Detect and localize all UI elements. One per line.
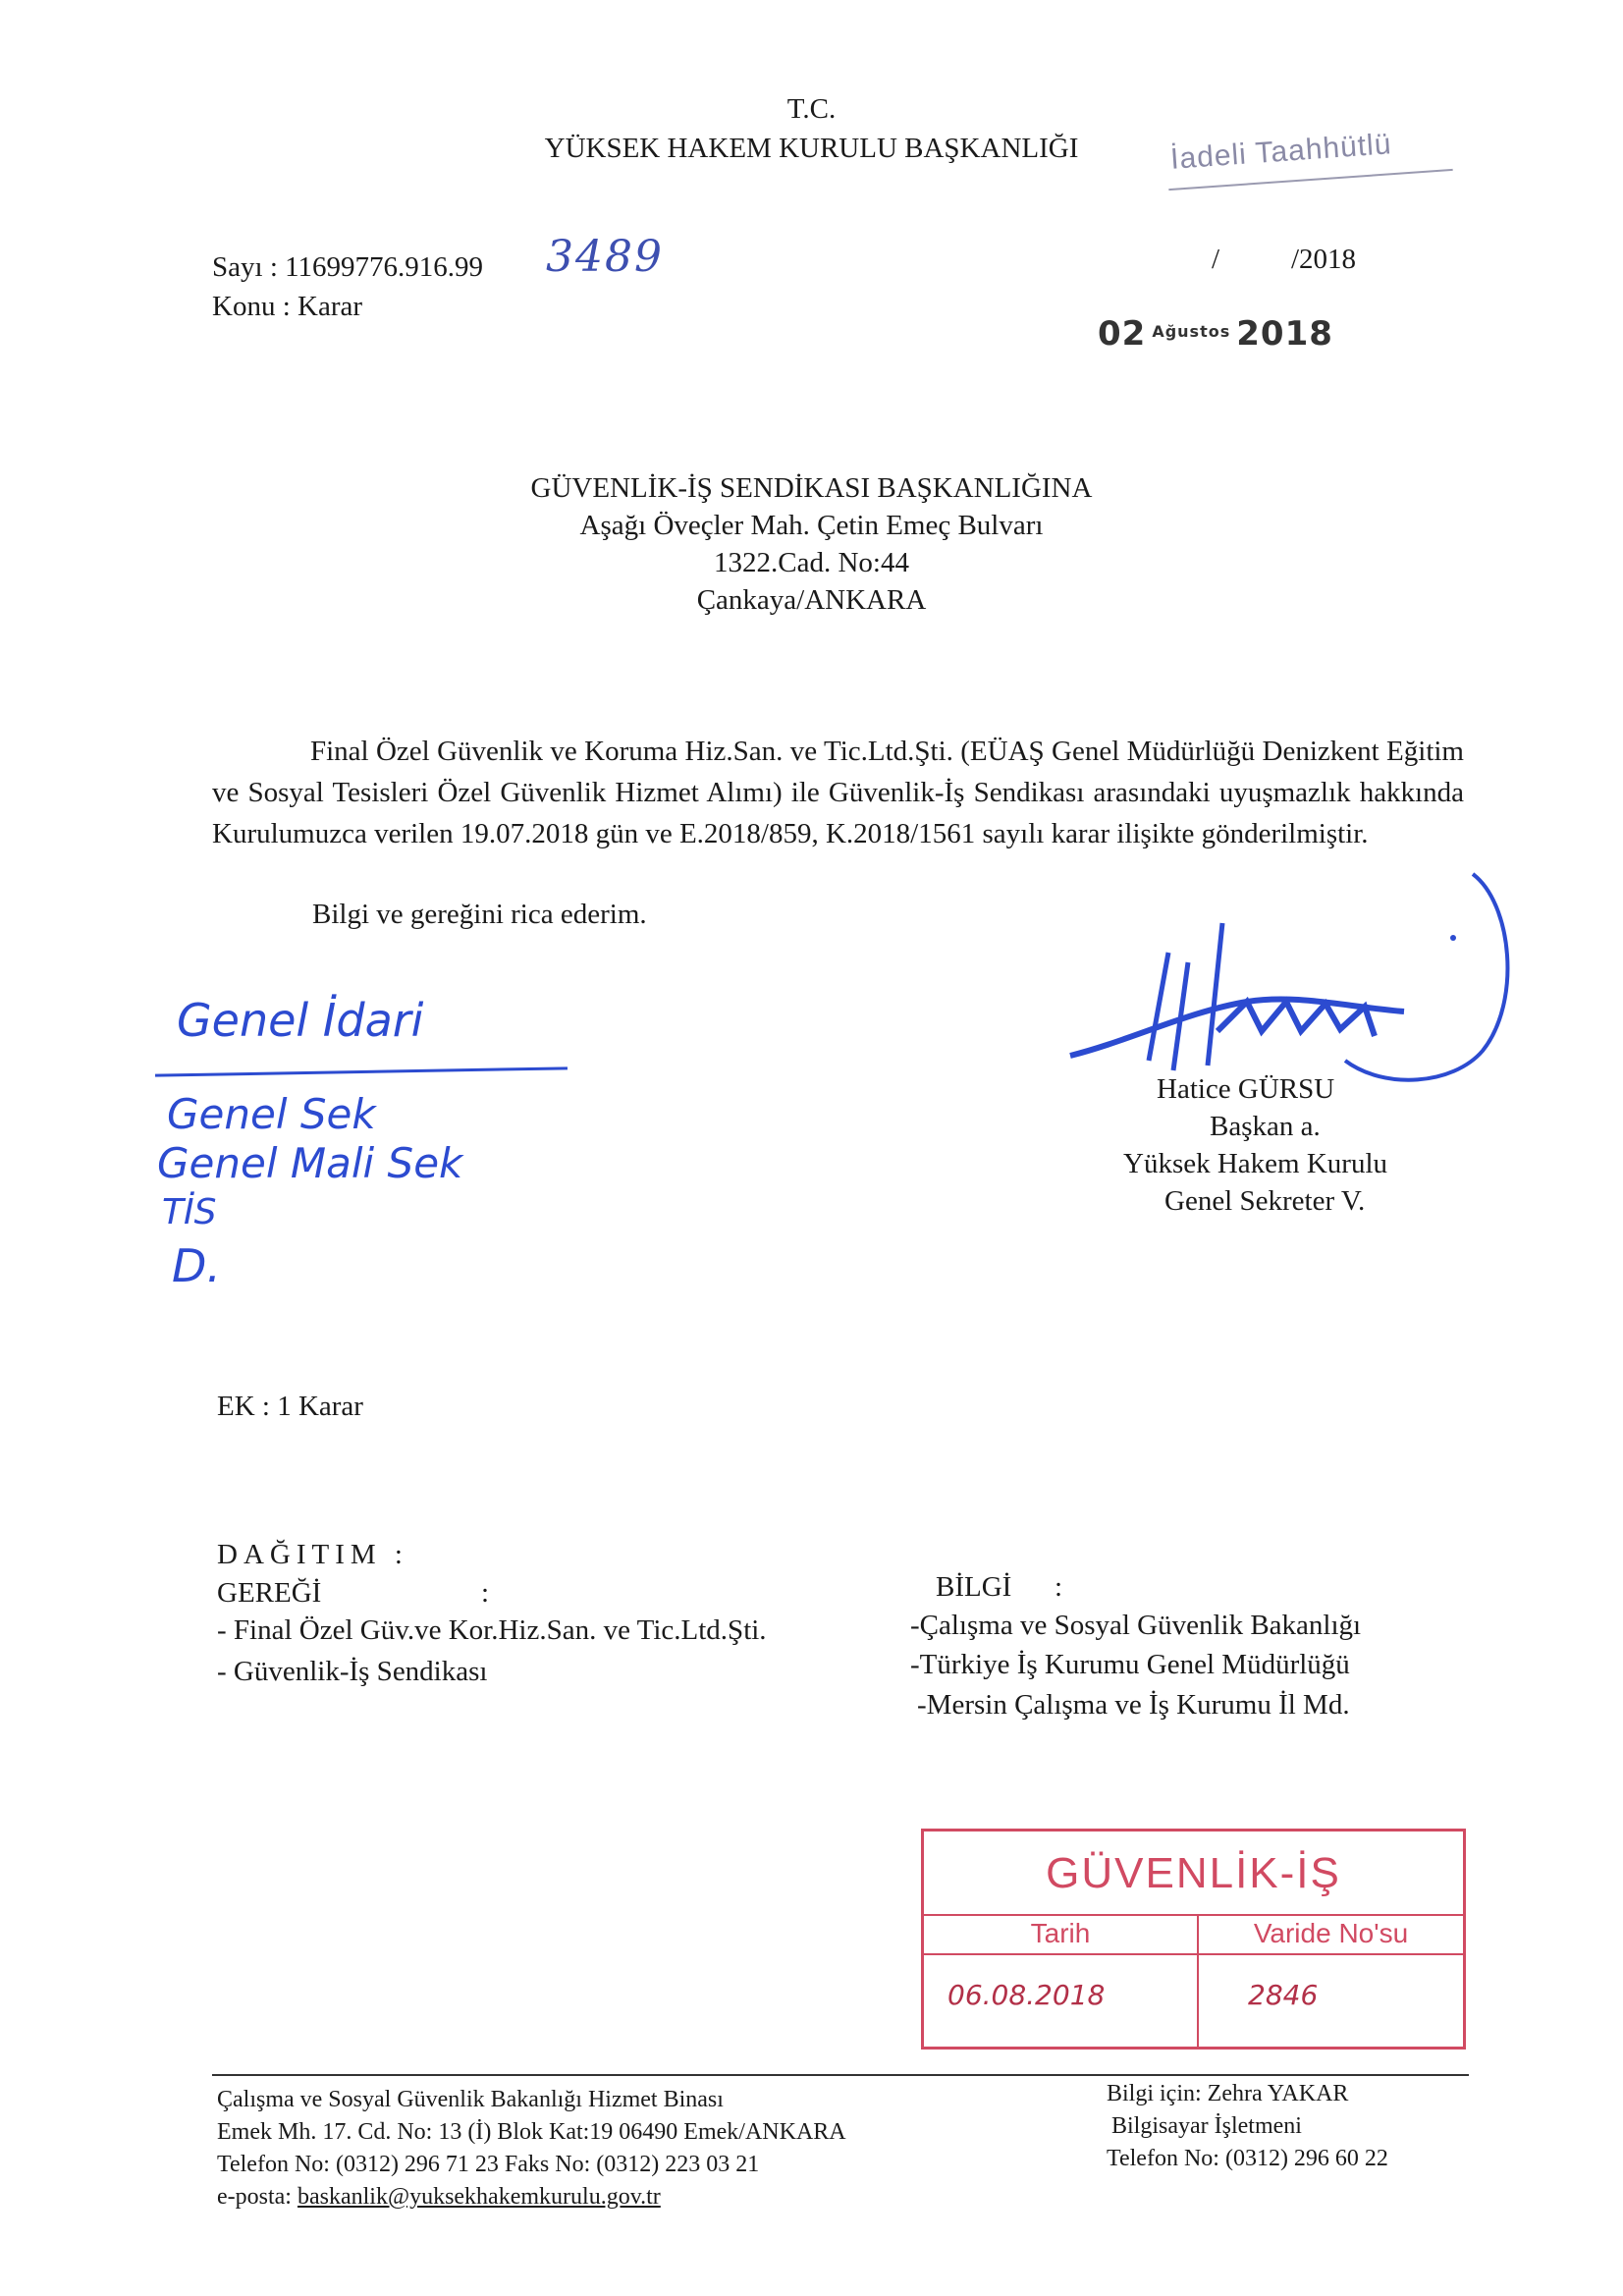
bilgi-label: BİLGİ [936,1571,1012,1603]
footer-contact-role: Bilgisayar İşletmeni [1111,2113,1302,2139]
receive-stamp [921,1829,1466,2050]
date-year: /2018 [1291,244,1357,275]
signer-block [1100,1070,1434,1220]
konu-line: Konu : Karar [212,291,363,322]
sayi-value: : 11699776.916.99 [269,251,484,283]
receive-stamp-header [924,1831,1463,1916]
handwritten-note-1: Genel İdari [177,994,424,1047]
footer-email-label: e-posta: [217,2184,292,2210]
signature-scribble [1051,864,1522,1100]
sayi-line [212,248,483,286]
receive-stamp-divider [1197,1914,1199,2047]
handwritten-underline [155,1066,568,1076]
geregi-colon: : [481,1577,490,1609]
footer-contact [1107,2078,1388,2175]
date-received-stamp [1098,314,1333,354]
date-stamp-day: 02 [1098,314,1147,354]
sayi-handwritten-number: 3489 [546,232,664,282]
date-stamp-month: Ağustos [1152,322,1231,341]
body-paragraph [212,731,1464,854]
footer-phone-fax: Telefon No: (0312) 296 71 23 Faks No: (0312) 223 03 21 [217,2152,760,2177]
date-stamp-year: 2018 [1236,314,1333,354]
footer-street: Emek Mh. 17. Cd. No: 13 (İ) Blok Kat:19 06490 Emek/ANKARA [217,2119,846,2145]
handwritten-note-5: D. [172,1239,222,1292]
bilgi-item: -Mersin Çalışma ve İş Kurumu İl Md. [917,1689,1350,1721]
addressee-street: Aşağı Öveçler Mah. Çetin Emeç Bulvarı [579,510,1044,541]
attachment-line: EK : 1 Karar [217,1391,363,1422]
body-paragraph-text: Final Özel Güvenlik ve Koruma Hiz.San. ve Tic.Ltd.Şti. (EÜAŞ Genel Müdürlüğü Denizkent Eğitim ve Sosyal Tesisleri Özel Güvenlik Hizmet Alımı) ile Güvenlik-İş Sendikası arasındaki uyuşmazlık hakkında Kurulumuzca verilen 19.07.2018 gün ve E.2018/859, K.2018/1561 sayılı karar ilişikte gönderilmiştir. [212,736,1464,849]
handwritten-note-4: TİS [162,1192,217,1232]
header-organization: YÜKSEK HAKEM KURULU BAŞKANLIĞI [544,133,1079,164]
geregi-item: - Final Özel Güv.ve Kor.Hiz.San. ve Tic.Ltd.Şti. [217,1614,767,1646]
footer-address [217,2084,846,2214]
receive-stamp-col-number: Varide No'su [1199,1914,1463,1955]
signer-name: Hatice GÜRSU [1157,1073,1335,1105]
footer-divider [212,2074,1469,2076]
signer-title-1: Başkan a. [1210,1111,1321,1142]
footer-email-line [217,2181,846,2214]
footer-contact-person: Bilgi için: Zehra YAKAR [1107,2081,1349,2106]
signer-title-3: Genel Sekreter V. [1164,1185,1366,1217]
addressee-street-number: 1322.Cad. No:44 [714,547,909,578]
signer-title-2: Yüksek Hakem Kurulu [1123,1148,1388,1179]
bilgi-item: -Türkiye İş Kurumu Genel Müdürlüğü [910,1649,1350,1680]
iadeli-taahhutlu-stamp: İadeli Taahhütlü [1169,128,1393,176]
footer-contact-phone: Telefon No: (0312) 296 60 22 [1107,2146,1388,2171]
footer-email-link[interactable]: baskanlik@yuksekhakemkurulu.gov.tr [297,2184,661,2210]
receive-stamp-date: 06.08.2018 [947,1979,1106,2011]
receive-stamp-col-date: Tarih [924,1914,1199,1955]
footer-building: Çalışma ve Sosyal Güvenlik Bakanlığı Hizmet Binası [217,2087,724,2112]
addressee-block [0,469,1623,619]
geregi-label: GEREĞİ [217,1577,322,1609]
body-closing: Bilgi ve gereğini rica ederim. [312,899,647,930]
addressee-name: GÜVENLİK-İŞ SENDİKASI BAŞKANLIĞINA [530,472,1093,504]
handwritten-note-3: Genel Mali Sek [157,1139,463,1187]
header-tc: T.C. [786,93,837,125]
date-slash: / [1212,244,1220,275]
receive-stamp-name: GÜVENLİK-İŞ [1046,1849,1341,1897]
receive-stamp-number: 2846 [1248,1979,1319,2011]
bilgi-colon: : [1055,1571,1063,1603]
bilgi-item: -Çalışma ve Sosyal Güvenlik Bakanlığı [910,1610,1362,1641]
addressee-city: Çankaya/ANKARA [696,584,927,616]
geregi-item: - Güvenlik-İş Sendikası [217,1656,488,1687]
sayi-label: Sayı [212,251,263,283]
handwritten-note-2: Genel Sek [167,1090,376,1138]
distribution-title: DAĞITIM : [217,1539,408,1570]
